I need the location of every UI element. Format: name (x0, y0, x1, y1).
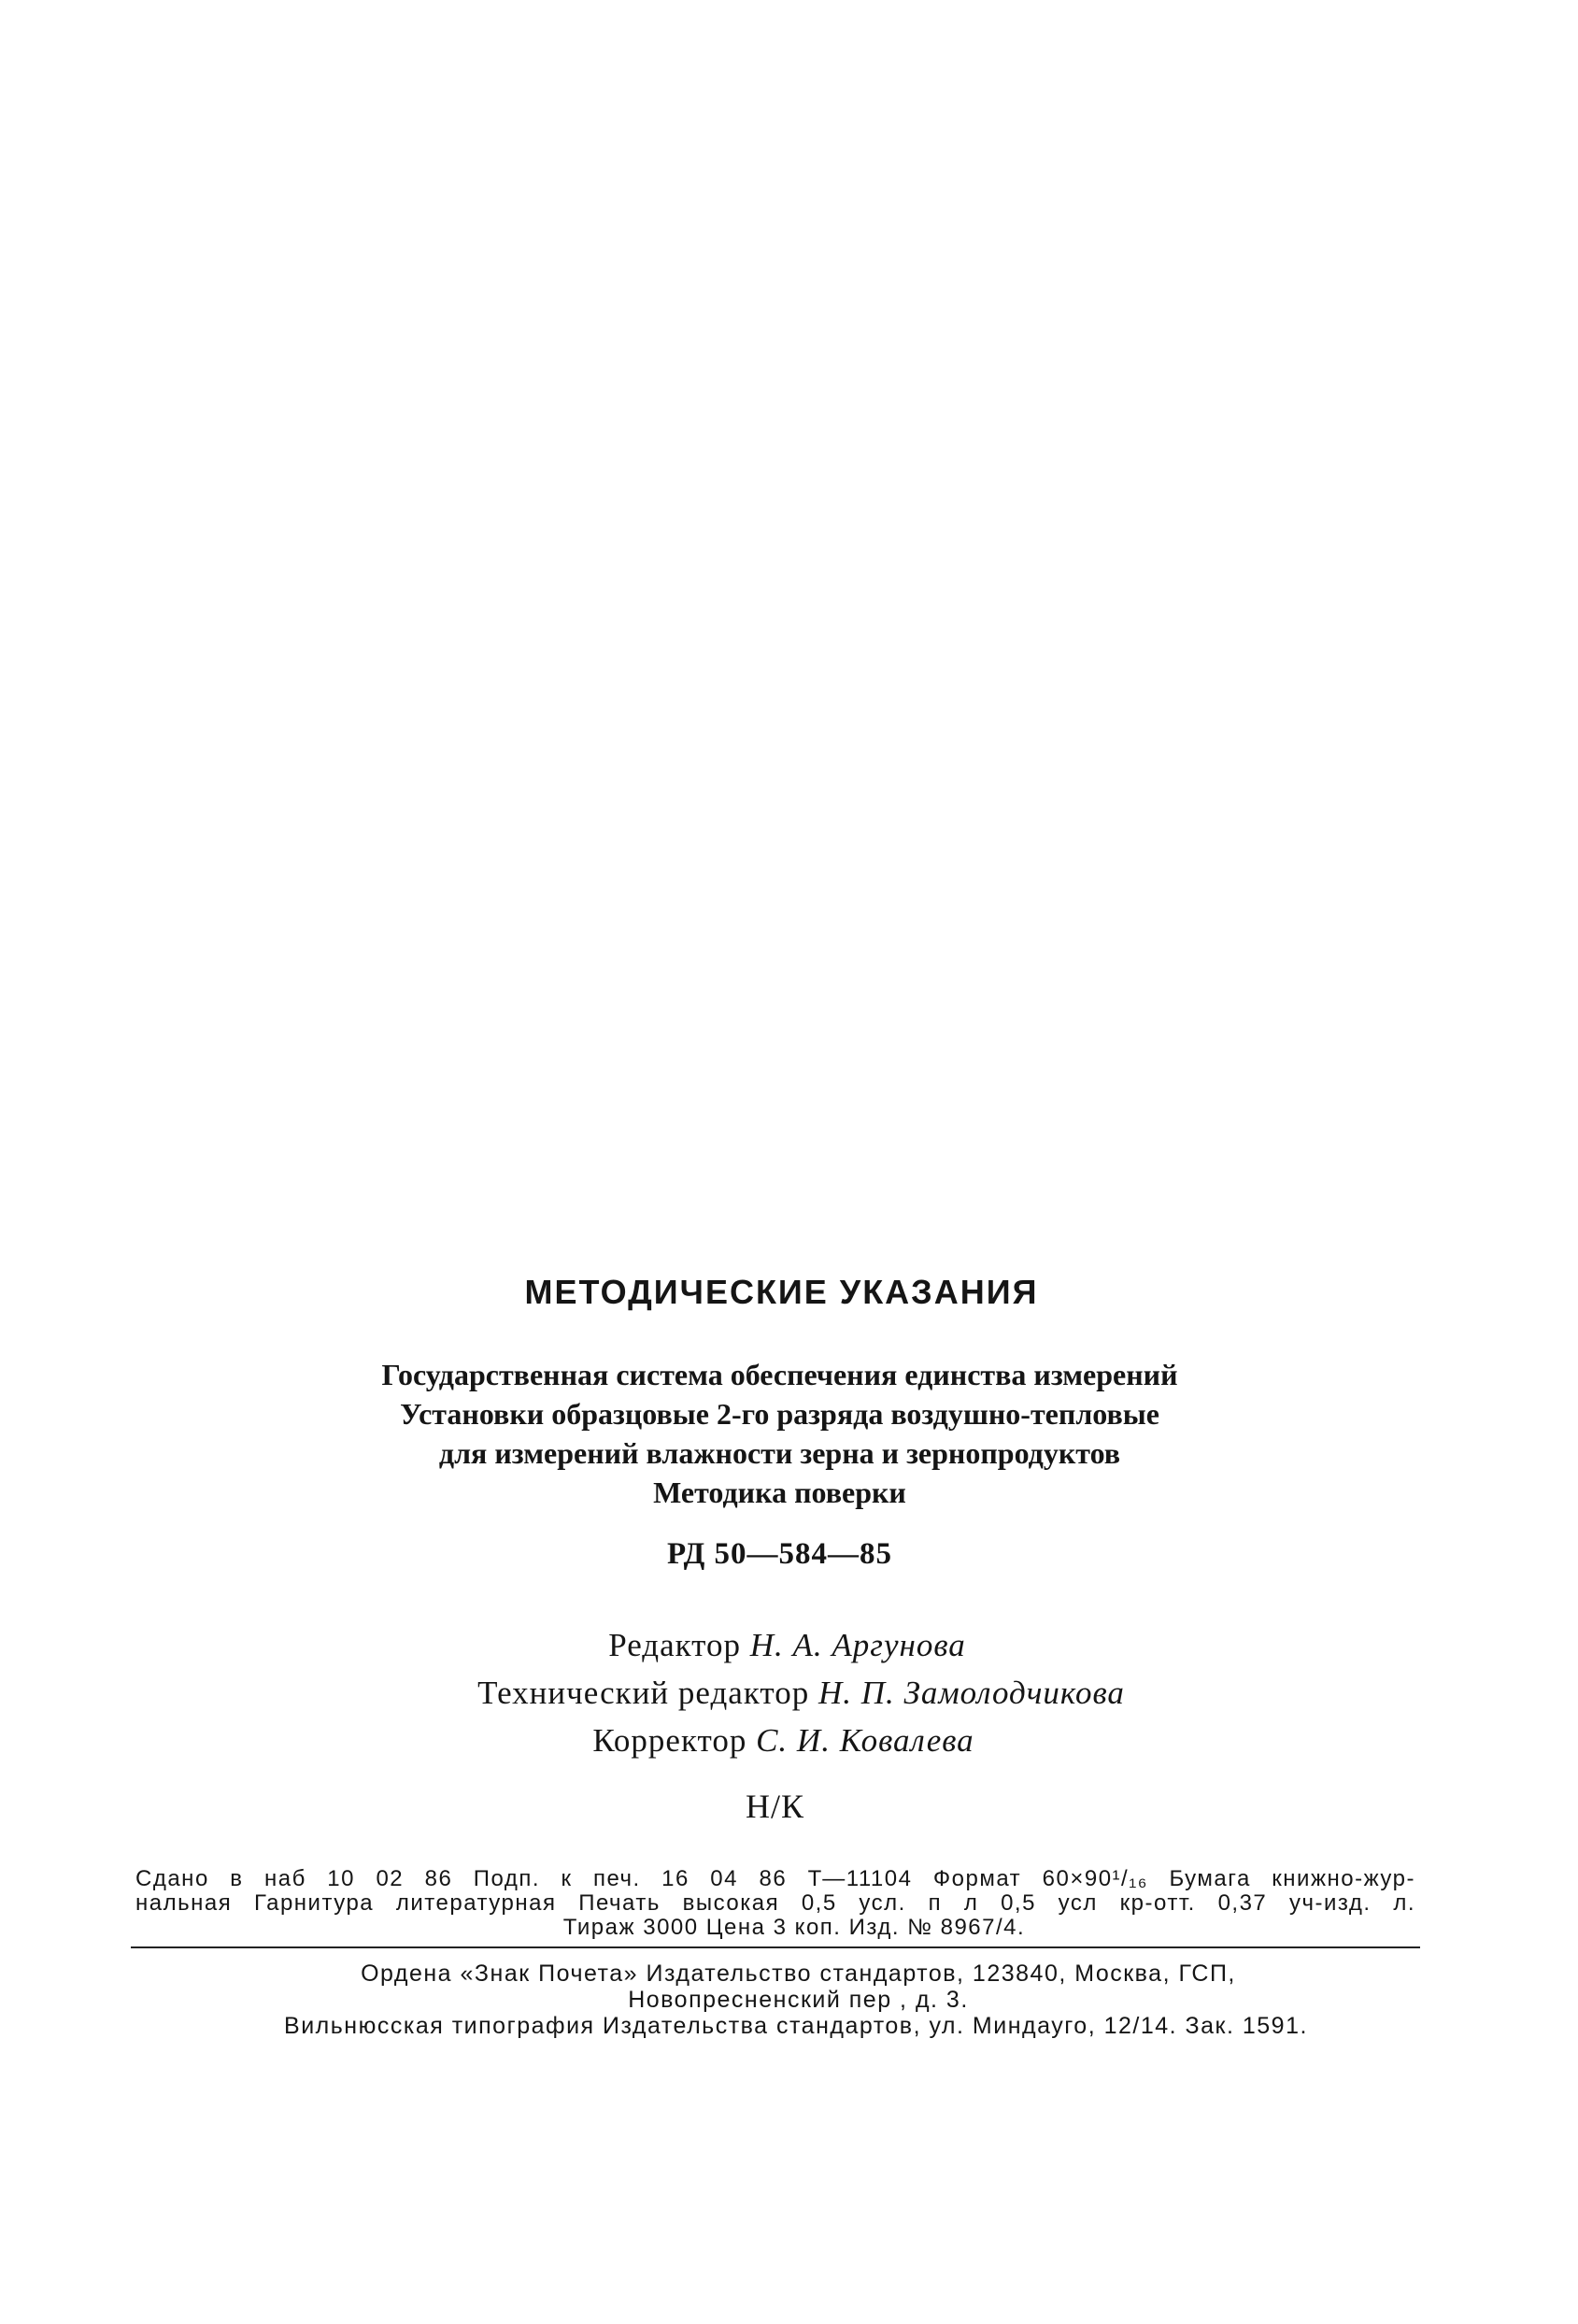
credit-name: Н. А. Аргунова (749, 1627, 966, 1663)
title-line: Установки образцовые 2-го разряда воздушно-тепловые (400, 1397, 1159, 1431)
credit-role: Редактор (608, 1627, 741, 1663)
publisher-line: Новопресненский пер , д. 3. (628, 1987, 969, 2013)
credit-editor (0, 1621, 1578, 1669)
credit-role: Корректор (592, 1722, 747, 1759)
title-line: Государственная система обеспечения единства измерений (381, 1358, 1178, 1391)
code-label: Н/К (745, 1788, 804, 1825)
imprint-block (135, 1867, 1415, 1940)
credit-role: Технический редактор (477, 1675, 810, 1711)
imprint-line: Тираж 3000 Цена 3 коп. Изд. № 8967/4. (562, 1915, 1026, 1940)
publisher-line: Вильнюсская типография Издательства стандартов, ул. Миндауго, 12/14. Зак. 1591. (284, 2013, 1308, 2039)
imprint-line: Сдано в наб 10 02 86 Подп. к печ. 16 04 86 Т—11104 Формат 60×90¹/₁₆ Бумага книжно-жур- (135, 1866, 1415, 1891)
title-line: для измерений влажности зерна и зернопродуктов (438, 1436, 1121, 1470)
imprint-line: нальная Гарнитура литературная Печать высокая 0,5 усл. п л 0,5 усл кр-отт. 0,37 уч-изд. л. (135, 1890, 1415, 1916)
divider-rule (131, 1946, 1420, 1948)
publisher-block (0, 1960, 1578, 2039)
credit-name: С. И. Ковалева (756, 1722, 974, 1759)
document-title (0, 1355, 1569, 1512)
title-line: Методика поверки (653, 1476, 906, 1509)
credit-technical-editor (24, 1669, 1578, 1717)
credit-name: Н. П. Замолодчикова (817, 1675, 1125, 1711)
document-number: РД 50—584—85 (666, 1537, 893, 1571)
credit-proofreader (0, 1717, 1578, 1764)
credits-block (0, 1621, 1578, 1764)
document-type-heading: МЕТОДИЧЕСКИЕ УКАЗАНИЯ (524, 1273, 1039, 1311)
publisher-line: Ордена «Знак Почета» Издательство стандартов, 123840, Москва, ГСП, (361, 1960, 1236, 1987)
